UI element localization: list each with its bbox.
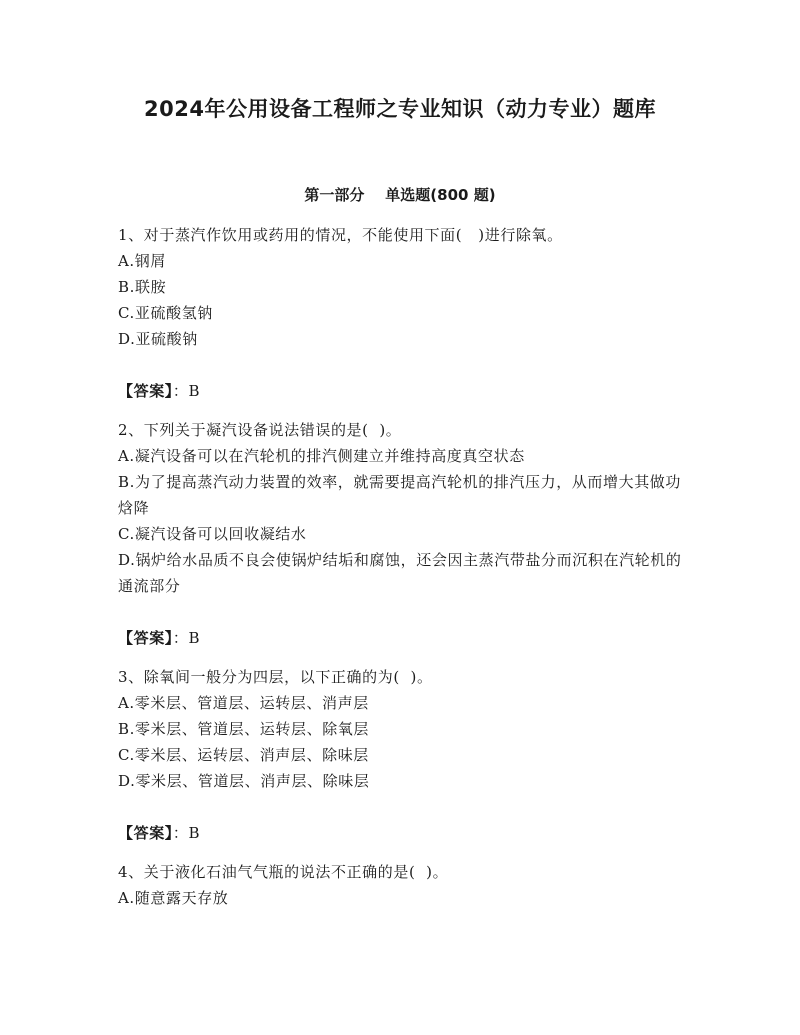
- option-b: B.零米层、管道层、运转层、除氧层: [118, 720, 369, 738]
- option-a: A.随意露天存放: [118, 889, 229, 907]
- answer-value: ：B: [172, 382, 201, 400]
- option-a: A.零米层、管道层、运转层、消声层: [118, 694, 369, 712]
- option-d: D.锅炉给水品质不良会使锅炉结垢和腐蚀，还会因主蒸汽带盐分而沉积在汽轮机的通流部分: [118, 551, 682, 595]
- answer-value: ：B: [172, 629, 201, 647]
- option-c: C.凝汽设备可以回收凝结水: [118, 525, 307, 543]
- question-4: [118, 859, 682, 911]
- answer-line: [118, 625, 682, 651]
- option-c: C.零米层、运转层、消声层、除味层: [118, 746, 369, 764]
- question-3: [118, 664, 682, 846]
- option-c: C.亚硫酸氢钠: [118, 304, 213, 322]
- answer-line: [118, 378, 682, 404]
- question-2: [118, 417, 682, 651]
- question-1: [118, 222, 682, 404]
- answer-label: 【答案】: [118, 382, 173, 400]
- option-b: B.为了提高蒸汽动力装置的效率，就需要提高汽轮机的排汽压力，从而增大其做功焓降: [118, 473, 681, 517]
- question-stem: 4、关于液化石油气气瓶的说法不正确的是( )。: [118, 863, 449, 881]
- answer-label: 【答案】: [118, 629, 173, 647]
- section-title: 第一部分 单选题(800 题): [304, 186, 496, 204]
- option-d: D.亚硫酸钠: [118, 330, 198, 348]
- document-title: 2024年公用设备工程师之专业知识（动力专业）题库: [144, 97, 656, 121]
- question-stem: 1、对于蒸汽作饮用或药用的情况，不能使用下面( )进行除氧。: [118, 226, 563, 244]
- option-a: A.凝汽设备可以在汽轮机的排汽侧建立并维持高度真空状态: [118, 447, 525, 465]
- question-list: [118, 222, 682, 911]
- question-stem: 2、下列关于凝汽设备说法错误的是( )。: [118, 421, 402, 439]
- question-stem: 3、除氧间一般分为四层，以下正确的为( )。: [118, 668, 433, 686]
- option-b: B.联胺: [118, 278, 167, 296]
- answer-label: 【答案】: [118, 824, 173, 842]
- option-d: D.零米层、管道层、消声层、除味层: [118, 772, 370, 790]
- answer-line: [118, 820, 682, 846]
- option-a: A.钢屑: [118, 252, 167, 270]
- answer-value: ：B: [172, 824, 201, 842]
